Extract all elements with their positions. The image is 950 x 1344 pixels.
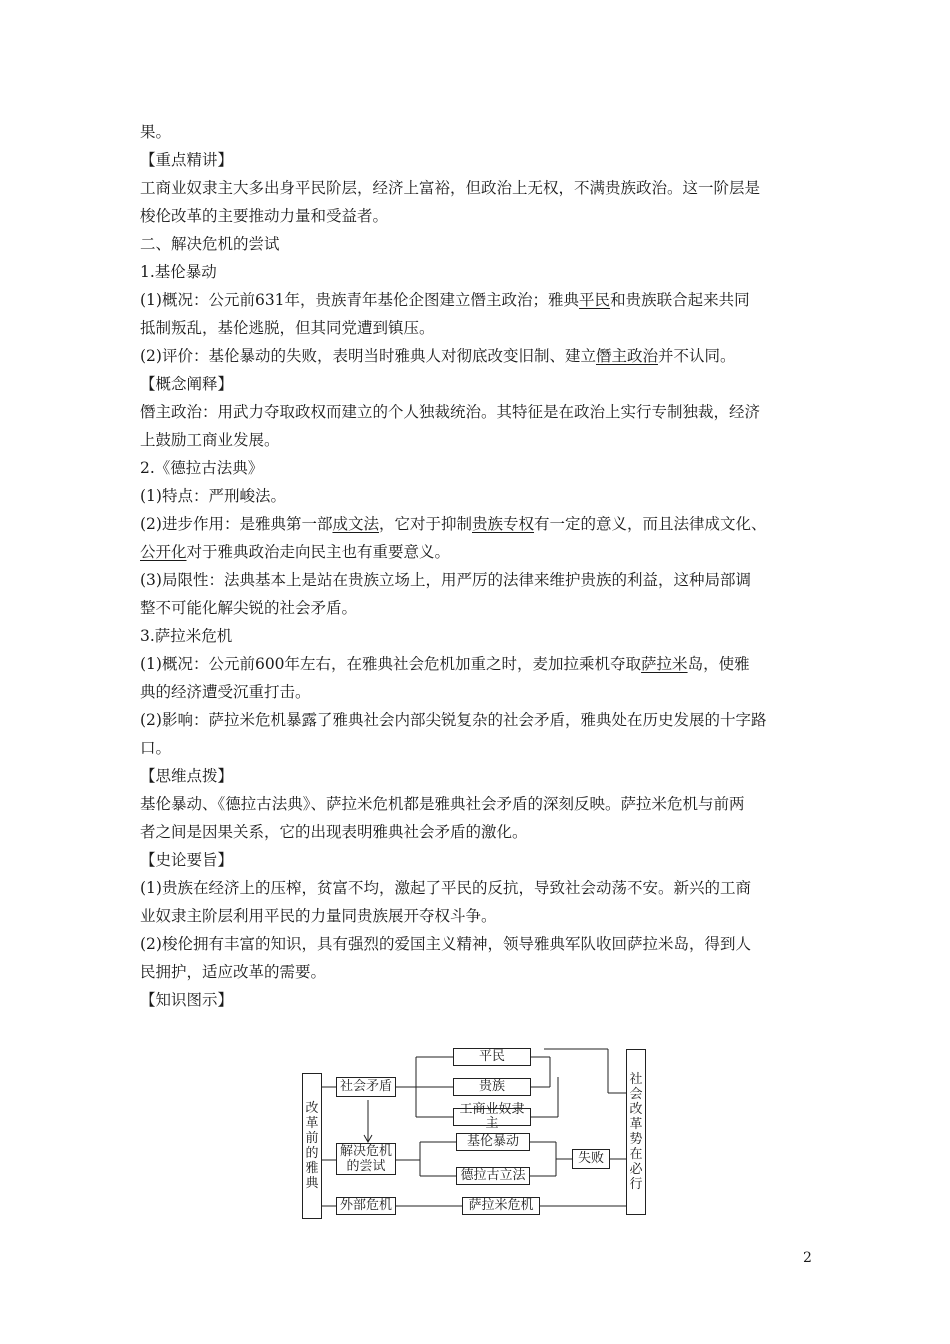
- box-social-conflict: 社会矛盾: [336, 1077, 396, 1097]
- diagram-char: 改: [305, 1101, 319, 1116]
- box-attempt: [336, 1143, 396, 1175]
- subsection-heading: 1.基伦暴动: [140, 263, 217, 281]
- text-line: 基伦暴动、《德拉古法典》、萨拉米危机都是雅典社会矛盾的深刻反映。萨拉米危机与前两: [140, 795, 745, 813]
- text-line: 民拥护，适应改革的需要。: [140, 963, 327, 981]
- box-reform-inevitable: [626, 1049, 646, 1215]
- text-span: 并不认同。: [657, 347, 736, 365]
- box-draco-law: 德拉古立法: [456, 1167, 530, 1185]
- underlined-term: 僭主政治: [595, 347, 658, 365]
- box-nobles: 贵族: [453, 1078, 531, 1096]
- section-heading: 【思维点拨】: [140, 767, 234, 785]
- diagram-char: 前: [305, 1131, 319, 1146]
- section-heading: 【重点精讲】: [140, 151, 234, 169]
- knowledge-diagram: [298, 1045, 654, 1217]
- text-line: (2)影响：萨拉米危机暴露了雅典社会内部尖锐复杂的社会矛盾，雅典处在历史发展的十字路: [140, 711, 767, 729]
- text-line: [140, 510, 820, 538]
- box-salamis-crisis: 萨拉米危机: [462, 1197, 540, 1215]
- diagram-connectors: [298, 1045, 654, 1217]
- underlined-term: 平民: [579, 291, 611, 309]
- subsection-heading: 2.《德拉古法典》: [140, 459, 264, 477]
- underlined-term: 萨拉米: [641, 655, 688, 673]
- text-line: 果。: [140, 123, 172, 141]
- box-cylon-revolt: 基伦暴动: [456, 1133, 530, 1151]
- underlined-term: 成文法: [332, 515, 379, 533]
- diagram-char: 改: [629, 1102, 643, 1117]
- diagram-char: 典: [305, 1176, 319, 1191]
- underlined-term: 公开化: [140, 543, 187, 561]
- text-line: [140, 538, 820, 566]
- text-span: (2)评价：基伦暴动的失败，表明当时雅典人对彻底改变旧制、建立: [140, 347, 596, 365]
- box-failure: 失败: [572, 1149, 610, 1169]
- text-line: 典的经济遭受沉重打击。: [140, 683, 311, 701]
- box-commoners: 平民: [453, 1048, 531, 1066]
- subsection-heading: 3.萨拉米危机: [140, 627, 233, 645]
- text-span: 和贵族联合起来共同: [610, 291, 750, 309]
- box-external-crisis: 外部危机: [336, 1197, 396, 1215]
- text-span: 对于雅典政治走向民主也有重要意义。: [186, 543, 451, 561]
- diagram-char: 革: [629, 1117, 643, 1132]
- text-line: 梭伦改革的主要推动力量和受益者。: [140, 207, 389, 225]
- box-merchants: 工商业奴隶主: [453, 1108, 531, 1126]
- text-line: 僭主政治：用武力夺取政权而建立的个人独裁统治。其特征是在政治上实行专制独裁，经济: [140, 403, 761, 421]
- text-span: (2)进步作用：是雅典第一部: [140, 515, 333, 533]
- section-heading: 【史论要旨】: [140, 851, 234, 869]
- text-line: (1)特点：严刑峻法。: [140, 487, 286, 505]
- diagram-line: 的尝试: [346, 1159, 386, 1174]
- text-line: 业奴隶主阶层利用平民的力量同贵族展开夺权斗争。: [140, 907, 497, 925]
- diagram-char: 必: [629, 1162, 643, 1177]
- diagram-char: 雅: [305, 1161, 319, 1176]
- section-heading: 二、解决危机的尝试: [140, 235, 280, 253]
- text-span: 有一定的意义，而且法律成文化、: [534, 515, 767, 533]
- diagram-char: 会: [629, 1087, 643, 1102]
- diagram-char: 在: [629, 1147, 643, 1162]
- text-span: (1)概况：公元前600年左右，在雅典社会危机加重之时，麦加拉乘机夺取: [140, 655, 642, 673]
- text-line: 者之间是因果关系，它的出现表明雅典社会矛盾的激化。: [140, 823, 528, 841]
- box-athens-before-reform: [302, 1073, 322, 1219]
- diagram-char: 行: [629, 1177, 643, 1192]
- text-line: 上鼓励工商业发展。: [140, 431, 280, 449]
- text-line: 抵制叛乱，基伦逃脱，但其同党遭到镇压。: [140, 319, 435, 337]
- text-span: (1)概况：公元前631年，贵族青年基伦企图建立僭主政治；雅典: [140, 291, 580, 309]
- text-line: (3)局限性：法典基本上是站在贵族立场上，用严厉的法律来维护贵族的利益，这种局部调: [140, 571, 751, 589]
- text-line: 整不可能化解尖锐的社会矛盾。: [140, 599, 358, 617]
- text-line: [140, 286, 820, 314]
- section-heading: 【知识图示】: [140, 991, 234, 1009]
- text-span: 岛，使雅: [687, 655, 750, 673]
- diagram-char: 势: [629, 1132, 643, 1147]
- diagram-char: 革: [305, 1116, 319, 1131]
- diagram-line: 解决危机: [339, 1144, 392, 1159]
- text-line: (2)梭伦拥有丰富的知识，具有强烈的爱国主义精神，领导雅典军队收回萨拉米岛，得到人: [140, 935, 751, 953]
- text-line: 口。: [140, 739, 172, 757]
- text-line: (1)贵族在经济上的压榨，贫富不均，激起了平民的反抗，导致社会动荡不安。新兴的工商: [140, 879, 751, 897]
- diagram-char: 社: [629, 1072, 643, 1087]
- text-line: [140, 342, 820, 370]
- section-heading: 【概念阐释】: [140, 375, 234, 393]
- text-line: [140, 650, 820, 678]
- page-number: 2: [803, 1250, 812, 1266]
- document-body: [140, 118, 820, 1014]
- underlined-term: 贵族专权: [472, 515, 535, 533]
- text-line: 工商业奴隶主大多出身平民阶层，经济上富裕，但政治上无权，不满贵族政治。这一阶层是: [140, 179, 761, 197]
- text-span: ，它对于抑制: [378, 515, 472, 533]
- diagram-char: 的: [305, 1146, 319, 1161]
